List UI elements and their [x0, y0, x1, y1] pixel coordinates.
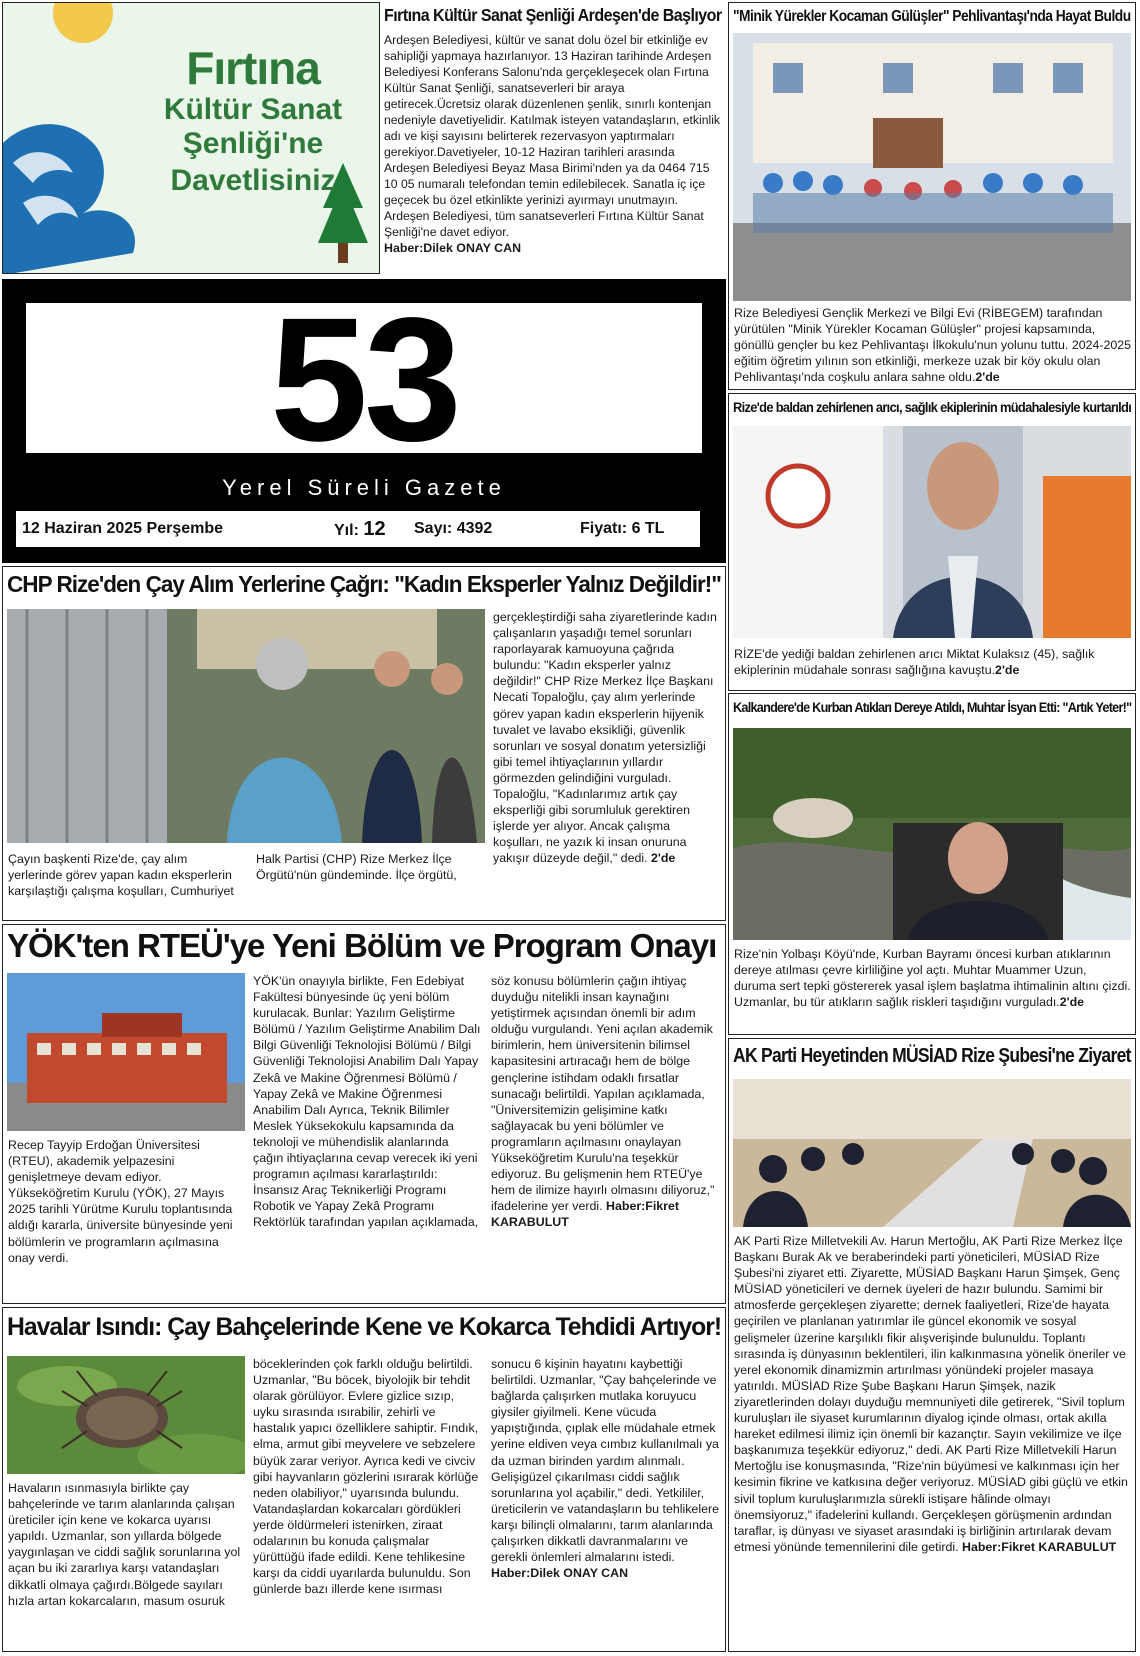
article-yok-byline: Haber:Fikret KARABULUT [491, 1199, 680, 1230]
article-bee-ref: 2'de [995, 663, 1020, 678]
article-musiad [728, 1038, 1136, 1652]
masthead [2, 279, 726, 563]
article-kalkandere-headline: Kalkandere'de Kurban Atıkları Dereye Atıldı, Muhtar İsyan Etti: "Artık Yeter!" [733, 700, 1132, 715]
article-musiad-byline: Haber:Fikret KARABULUT [962, 1539, 1117, 1554]
article-minik [728, 2, 1136, 390]
article-musiad-photo [733, 1079, 1131, 1227]
festival-ad-line3: Şenliği'ne [182, 127, 324, 160]
article-festival-byline: Haber:Dilek ONAY CAN [384, 241, 522, 255]
masthead-title: 53 [270, 303, 458, 453]
masthead-date: 12 Haziran 2025 Perşembe [22, 520, 224, 537]
article-kalkandere [728, 693, 1136, 1035]
article-chp-body: gerçekleştirdiği saha ziyaretlerinde kadın çalışanların yaşadığı temel sorunları raporlayarak kamuoyuna çağrıda bulundu: "Kadın eksperler yalnız değildir!" CHP Rize Merkez İlçe Başkanı Necati Topaloğlu, çay alım yerlerinde görev yapan kadın eksperlerin hijyenik tuvalet ve lavabo eksikliği, güvenlik sorunları ve sosyal donatım yetersizliği gibi temel ihtiyaçlarının yıllardır görmezden gelindiğini vurguladı. Topaloğlu, "Kadınlarımız artık çay eksperliği gibi sorumluluk gerektiren işlerde yer alıyor. Ancak çalışma koşulları, ne yazık ki insan onuruna yakışır düzeyde değil," dedi. [493, 610, 717, 866]
article-festival-body: Ardeşen Belediyesi, kültür ve sanat dolu özel bir etkinliğe ev sahipliği yapmaya hazırlanıyor. 13 Haziran tarihinde Ardeşen Belediyesi Konferans Salonu'nda gerçekleşecek olan Fırtına Kültür Sanat Şenliği, sanatseverleri bir araya getirecek.Ücretsiz olarak düzenlenen şenlik, sınırlı kontenjan nedeniyle davetiyelidir. Katılmak isteyen vatandaşların, etkinlik adı ve kişi sayısını belirterek rezervasyon yaptırmaları gerekiyor.Davetiyeler, 10-12 Haziran tarihleri arasında Ardeşen Belediyesi Beyaz Masa Birimi'nden ya da 0464 715 10 05 numaralı telefondan temin edilebilecek. Sanatla iç içe geçecek bu özel etkinlikte yerinizi ayırmayı unutmayın. Ardeşen Belediyesi, tüm sanatseverleri Fırtına Kültür Sanat Şenliği'ne davet ediyor. [384, 33, 721, 239]
article-kalkandere-photo [733, 728, 1131, 940]
article-kalkandere-body: Rize'nin Yolbaşı Köyü'nde, Kurban Bayramı öncesi kurban atıklarının dereye atılması çevre kirliliğine yol açtı. Muhtar Muammer Uzun, duruma sert tepki göstererek yasal işlem başlatma ihtimalinin altını çizdi. Uzmanlar, bu tür atıkların sağlık riskleri taşıdığını vurguladı. [734, 947, 1131, 1010]
festival-ad-line1: Fırtına [186, 42, 320, 94]
article-festival-headline: Fırtına Kültür Sanat Şenliği Ardeşen'de Başlıyor [384, 5, 722, 25]
article-chp-photo [7, 609, 485, 843]
article-kene [2, 1307, 726, 1652]
article-bee [728, 393, 1136, 691]
article-chp-headline: CHP Rize'den Çay Alım Yerlerine Çağrı: "Kadın Eksperler Yalnız Değildir!" [7, 571, 721, 597]
article-kene-caption: Havaların ısınmasıyla birlikte çay bahçelerinde ve tarım alanlarında çalışan üreticiler için kene ve kokarca uyarısı yapıldı. Uzmanlar, son yıllarda bölgede yaygınlaşan ve ciddi sağlık sorunlarına yol açan bu iki zararlıya karşı vatandaşları dikkatli olmaya çağırdı.Bölgede sayıları hızla artan kokarcaların, masum osuruk [8, 1481, 241, 1608]
article-yok-body: YÖK'ün onayıyla birlikte, Fen Edebiyat Fakültesi bünyesinde üç yeni bölüm kurulacak. Bunlar: Yazılım Geliştirme Bölümü / Yazılım Geliştirme Anabilim Dalı Bilgi Güvenliği Teknolojisi Bölümü / Bilgi Güvenliği Teknolojisi Anabilim Dalı Yapay Zekâ ve Makine Öğrenmesi Bölümü / Yapay Zekâ ve Makine Öğrenmesi Anabilim Dalı Ayrıca, Teknik Bilimler Meslek Yüksekokulu kapsamında da teknoloji ve mühendislik alanlarında çağın ihtiyaçlarına cevap verecek iki yeni programın açılması kararlaştırıldı: İnsansız Araç Teknikerliği Programı Robotik ve Yapay Zekâ Programı Rektörlük tarafından yapılan açıklamada, söz konusu bölümlerin çağın ihtiyaç duyduğu nitelikli insan kaynağını yetiştirmek açısından önemli bir adım olduğu vurgulandı. Yeni açılan akademik birimlerin, hem üniversitenin bilimsel kapasitesini artıracağı hem de bölge gençlerine istihdam odaklı fırsatlar sunacağı belirtildi. Yapılan açıklamada, "Üniversitemizin gelişimine katkı sağlayacak bu yeni bölümler ve programların açılmasını onaylayan Yükseköğretim Kurulu'na teşekkür ediyoruz. Bu gelişmenin hem RTEÜ'ye hem de ilimize hayırlı olmasını diliyoruz," ifadelerine yer verdi. [253, 974, 715, 1230]
masthead-year: 12 [363, 518, 386, 540]
masthead-year-label: Yıl: [334, 522, 359, 539]
article-yok-photo [7, 973, 245, 1131]
article-bee-photo [733, 426, 1131, 638]
article-minik-photo [733, 33, 1131, 301]
article-kene-body: böceklerinden çok farklı olduğu belirtildi. Uzmanlar, "Bu böcek, biyolojik bir tehdit olarak görülüyor. Evlere gizlice sızıp, uyku sırasında ısırabilir, zehirli ve hastalık yapıcı özelliklere sahiptir. Fındık, elma, armut gibi meyvelere ve sebzelere büyük zarar veriyor. Ayrıca kedi ve civciv gibi hayvanların gözlerini ısırarak körlüğe neden olabiliyor," uyarısında bulundu. Vatandaşlardan kokarcaları gördükleri yerde öldürmeleri istenirken, ziraat odalarının bu konuda çalışmalar yürüttüğü ifade edildi. Kene tehlikesine karşı da ciddi uyarılarda bulunuldu. Son günlerde bazı illerde kene ısırması sonucu 6 kişinin hayatını kaybettiği belirtildi. Uzmanlar, "Çay bahçelerinde ve bağlarda çalışırken mutlaka koruyucu giysiler giyilmeli. Kene vücuda yapıştığında, çıplak elle müdahale etmek yerine eldiven veya cımbız kullanılmalı ya da uzman birinden yardım alınmalı. Gelişigüzel çıkarılması ciddi sağlık sorunlarına yol açabilir," dedi. Yetkililer, üreticilerin ve vatandaşların bu tehlikelere karşı bilinçli olmalarını, tarım alanlarında çalışırken dikkatli davranmalarını ve gerekli önlemleri almalarını istedi. [253, 1357, 719, 1597]
article-chp-caption: Çayın başkenti Rize'de, çay alım yerlerinde görev yapan kadın eksperlerin karşılaştığı çalışma koşulları, Cumhuriyet Halk Partisi (CHP) Rize Merkez İlçe Örgütü'nün gündeminde. İlçe örgütü, [8, 852, 457, 899]
masthead-price: Fiyatı: 6 TL [580, 520, 665, 537]
article-yok-headline: YÖK'ten RTEÜ'ye Yeni Bölüm ve Program Onayı [7, 927, 717, 964]
article-yok [2, 924, 726, 1304]
article-minik-headline: "Minik Yürekler Kocaman Gülüşler" Pehlivantaşı'nda Hayat Buldu [733, 8, 1131, 25]
article-chp-ref: 2'de [651, 851, 676, 866]
article-kene-byline: Haber:Dilek ONAY CAN [491, 1566, 629, 1581]
article-kalkandere-ref: 2'de [1059, 995, 1085, 1010]
article-kene-photo [7, 1356, 245, 1474]
article-bee-headline: Rize'de baldan zehirlenen arıcı, sağlık ekiplerinin müdahalesiyle kurtarıldı [733, 400, 1132, 415]
article-kene-headline: Havalar Isındı: Çay Bahçelerinde Kene ve Kokarca Tehdidi Artıyor! [7, 1313, 722, 1341]
article-festival [380, 2, 726, 276]
article-yok-caption: Recep Tayyip Erdoğan Üniversitesi (RTEU), akademik yelpazesini genişletmeye devam ediyor. Yükseköğretim Kurulu (YÖK), 27 Mayıs 2025 tarihli Yürütme Kurulu toplantısında aldığı kararla, üniversite bünyesinde yeni bölümlerin ve programların açılmasına onay verdi. [8, 1138, 233, 1265]
article-musiad-headline: AK Parti Heyetinden MÜSİAD Rize Şubesi'ne Ziyaret [733, 1045, 1131, 1067]
article-musiad-body: AK Parti Rize Milletvekili Av. Harun Mertoğlu, AK Parti Rize Merkez İlçe Başkanı Burak Ak ve beraberindeki parti yöneticileri, MÜSİAD Rize Şubesi'ni ziyaret etti. Ziyarette, MÜSİAD Başkanı Harun Şimşek, Genç MÜSİAD yöneticileri ve dernek üyeleri de hazır bulundu. Samimi bir atmosferde gerçekleşen ziyarette; dernek faaliyetleri, Rize'de hayata geçirilen ve planlanan yatırımlar ile güncel ekonomik ve sosyal gelişmeler üzerine karşılıklı fikir alışverişinde bulunuldu. Toplantı sırasında iş dünyasının beklentileri, ilin kalkınmasına yönelik öneriler ve yerel ekonomik dinamizmin artırılması yönündeki projeler masaya yatırıldı. MÜSİAD Rize Şube Başkanı Harun Şimşek, nazik ziyaretlerinden dolayı duyduğu memnuniyeti dile getirerek, "Sivil toplum kuruluşları ile siyaset kurumlarının diyalog içinde olması, ortak akılla hareket edilmesi ilimiz için önemli bir kazançtır. Sayın vekilimize ve ilçe başkanımıza teşekkür ediyoruz," dedi. AK Parti Rize Milletvekili Harun Mertoğlu ise konuşmasında, "Rize'nin büyümesi ve kalkınması için her kesimin fikrine ve katkısına değer veriyoruz. MÜSİAD gibi güçlü ve etkin sivil toplum kuruluşlarımızla sürekli istişare hâlinde olmayı önemsiyoruz," ifadelerini kullandı. Gerçekleşen görüşmenin ardından taraflar, iş dünyası ve siyaset arasındaki iş birliğinin artırılarak devam etmesi yönünde temennilerini dile getirdi. [734, 1234, 1128, 1554]
article-chp [2, 566, 726, 921]
festival-ad-line4: Davetlisiniz [170, 164, 336, 197]
article-bee-body: RİZE'de yediği baldan zehirlenen arıcı Miktat Kulaksız (45), sağlık ekiplerinin müdahale sonrası sağlığına kavuştu. [734, 647, 1095, 678]
masthead-subtitle: Yerel Süreli Gazete [222, 475, 506, 500]
article-minik-body: Rize Belediyesi Gençlik Merkezi ve Bilgi Evi (RİBEGEM) tarafından yürütülen "Minik Yürekler Kocaman Gülüşler" projesi kapsamında, gönüllü gençler bu kez Pehlivantaşı İlkokulu'nun yolunu tuttu. 2024-2025 eğitim öğretim yılının son etkinliği, merkeze uzak bir köy okulu olan Pehlivantaşı'nda coşkulu anlara sahne oldu. [734, 306, 1132, 385]
masthead-info-bar [16, 511, 700, 547]
article-minik-ref: 2'de [975, 370, 1000, 385]
festival-ad-line2: Kültür Sanat [163, 93, 343, 126]
masthead-issue: 4392 [456, 520, 493, 537]
festival-ad [2, 2, 380, 274]
masthead-title-box [26, 303, 702, 453]
masthead-issue-label: Sayı: [414, 520, 453, 537]
